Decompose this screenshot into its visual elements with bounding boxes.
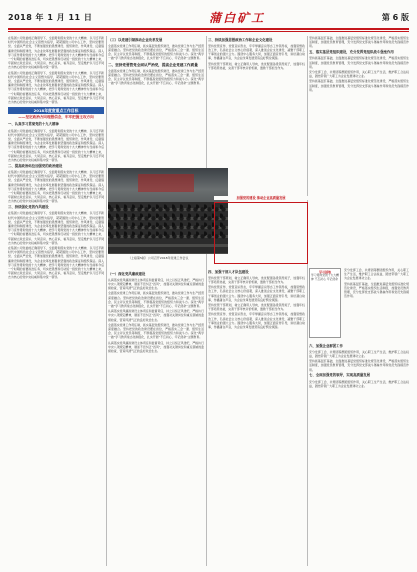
- body-text: 在集团公司党委的正确领导下，全面贯彻落实党的十九大精神，以习近平新时代中国特色社会主义思想为指导，紧紧围绕公司中心工作，坚持党要管党、全面从严治党，不断加强党的思想建设、组织建设、作风建设、反腐倡廉建设和制度建设，为企业改革发展提供坚强的政治保证和组织保证。深入学习宣传贯彻党的十九大精神，把学习贯彻党的十九大精神作为当前和今后一个时期的首要政治任务，切实把思想和行动统一到党的十九大精神上来，牢固树立政治意识、大局意识、核心意识、看齐意识，坚定维护以习近平同志为核心的党中央权威和集中统一领导。: [8, 246, 104, 280]
- section-heading: 六、加强企业群团工作: [309, 343, 343, 348]
- body-text: 坚持抓基层打基础，全面推进基层党组织标准化规范化建设，严格落实组织生活制度，加强党员教育管理，充分发挥党支部战斗堡垒作用和党员先锋模范作用。: [344, 281, 409, 299]
- body-text: 充分发挥工会、共青团等群团组织作用，关心职工生产生活，维护职工合法权益，团结带领广大职工为企业发展建功立业。: [309, 349, 409, 358]
- page-header: [8, 6, 409, 28]
- body-text: 坚持抓基层打基础，全面推进基层党组织标准化规范化建设，严格落实组织生活制度，加强党员教育管理，充分发挥党支部战斗堡垒作用和党员先锋模范作用。: [309, 359, 409, 372]
- body-text: 坚持抓基层打基础，全面推进基层党组织标准化规范化建设，严格落实组织生活制度，加强党员教育管理，充分发挥党支部战斗堡垒作用和党员先锋模范作用。: [309, 56, 409, 69]
- body-text: 坚持党管干部原则，树立正确用人导向，选优配强各级领导班子，加强年轻干部培养选拔，完善干部考核评价机制，激励干部担当作为。: [208, 61, 305, 70]
- stage-banner: [138, 174, 194, 192]
- article-column-1: [8, 36, 104, 566]
- audience-heads: [108, 204, 228, 240]
- framed-box: [214, 202, 308, 264]
- article-column-3-bottom: [208, 268, 305, 566]
- article-column-2-top: [108, 36, 204, 162]
- body-text: 充分发挥工会、共青团等群团组织作用，关心职工生产生活，维护职工合法权益，团结带领广大职工为企业发展建功立业。: [309, 70, 409, 79]
- article-column-2-bottom: [108, 270, 204, 566]
- section-heading: 二、坚持党要管党全面从严治党，提高企业党建工作质量: [108, 62, 198, 67]
- body-text: 坚持党管宣传、党管意识形态，牢牢掌握意识形态工作领导权，加强思想政治工作，弘扬社会主义核心价值观，深入推进企业文化建设，凝聚干部职工干事创业的强大合力。围绕中心服务大局，加强正面宣传引导，讲好蒲白故事，传播蒲白声音，为企业改革发展营造良好舆论氛围。: [208, 312, 305, 330]
- study-corner-box: [309, 268, 341, 338]
- article-column-4-bottom: [309, 342, 409, 566]
- section-heading: 一、认真学习贯彻党的十九大精神: [8, 122, 59, 127]
- body-text: 坚持党管干部原则，树立正确用人导向，选优配强各级领导班子，加强年轻干部培养选拔，完善干部考核评价机制，激励干部担当作为。: [208, 275, 305, 284]
- article-column-4-top: [309, 36, 409, 266]
- body-text: 坚持抓基层打基础，全面推进基层党组织标准化规范化建设，严格落实组织生活制度，加强党员教育管理，充分发挥党支部战斗堡垒作用和党员先锋模范作用。: [309, 36, 409, 49]
- newspaper-logo: 蒲白矿工: [209, 10, 266, 25]
- body-text: 在集团公司党委的正确领导下，全面贯彻落实党的十九大精神，以习近平新时代中国特色社会主义思想为指导，紧紧围绕公司中心工作，坚持党要管党、全面从严治党，不断加强党的思想建设、组织建设、作风建设、反腐倡廉建设和制度建设，为企业改革发展提供坚强的政治保证和组织保证。深入学习宣传贯彻党的十九大精神，把学习贯彻党的十九大精神作为当前和今后一个时期的首要政治任务，切实把思想和行动统一到党的十九大精神上来，牢固树立政治意识、大局意识、核心意识、看齐意识，坚定维护以习近平同志为核心的党中央权威和集中统一领导。: [8, 211, 104, 245]
- section-heading: 七、全面加强党的领导，实现高质量发展: [309, 373, 371, 378]
- column-divider: [307, 36, 308, 566]
- section-subbanner: ——坚定政治方向理想信念，牢牢把握主攻方向: [18, 115, 94, 120]
- body-text: 在集团公司党委的正确领导下，全面贯彻落实党的十九大精神，以习近平新时代中国特色社会主义思想为指导，紧紧围绕公司中心工作，坚持党要管党、全面从严治党，不断加强党的思想建设、组织建设、作风建设、反腐倡廉建设和制度建设，为企业改革发展提供坚强的政治保证和组织保证。深入学习宣传贯彻党的十九大精神，把学习贯彻党的十九大精神作为当前和今后一个时期的首要政治任务，切实把思想和行动统一到党的十九大精神上来，牢固树立政治意识、大局意识、核心意识、看齐意识，坚定维护以习近平同志为核心的党中央权威和集中统一领导。: [8, 169, 104, 204]
- body-text: 充分发挥工会、共青团等群团组织作用，关心职工生产生活，维护职工合法权益，团结带领广大职工为企业发展建功立业。: [309, 379, 409, 388]
- body-text: 在集团公司党委的正确领导下，全面贯彻落实党的十九大精神，以习近平新时代中国特色社会主义思想为指导，紧紧围绕公司中心工作，坚持党要管党、全面从严治党，不断加强党的思想建设、组织建设、作风建设、反腐倡廉建设和制度建设，为企业改革发展提供坚强的政治保证和组织保证。深入学习宣传贯彻党的十九大精神，把学习贯彻党的十九大精神作为当前和今后一个时期的首要政治任务，切实把思想和行动统一到党的十九大精神上来，牢固树立政治意识、大局意识、核心意识、看齐意识，坚定维护以习近平同志为核心的党中央权威和集中统一领导。: [8, 70, 104, 105]
- body-text: 全面落实党建工作责任制，抓实基层党组织建设，推动党建工作与生产经营深度融合。坚持把党的政治建设摆在首位，严格落实三会一课、组织生活会、民主评议党员等制度，不断提高党组织的组织力和战斗力。深化“两学一做”学习教育常态化制度化，扎实开展“不忘初心、牢记使命”主题教育。: [108, 43, 204, 61]
- section-heading: 五、落实基层党组织建设，充分发挥党组织战斗堡垒作用: [309, 50, 394, 55]
- framed-box-title: 加强党的建设 推动企业高质量发展: [214, 196, 308, 200]
- body-text: 坚持抓基层打基础，全面推进基层党组织标准化规范化建设，严格落实组织生活制度，加强党员教育管理，充分发挥党支部战斗堡垒作用和党员先锋模范作用。: [309, 79, 409, 92]
- box-title: 学习园地: [318, 270, 331, 274]
- body-text: 认真落实党风廉政建设主体责任和监督责任，持之以恒正风肃纪，严格执行中央八项规定精神，驰而不息纠正“四风”，加强对关键岗位和重点领域的监督检查，营造风清气正的良好政治生态。: [108, 340, 204, 354]
- page-number: 第 6 版: [381, 12, 409, 22]
- body-text: 在集团公司党委的正确领导下，全面贯彻落实党的十九大精神，以习近平新时代中国特色社会主义思想为指导，紧紧围绕公司中心工作，坚持党要管党、全面从严治党，不断加强党的思想建设、组织建设、作风建设、反腐倡廉建设和制度建设，为企业改革发展提供坚强的政治保证和组织保证。深入学习宣传贯彻党的十九大精神，把学习贯彻党的十九大精神作为当前和今后一个时期的首要政治任务，切实把思想和行动统一到党的十九大精神上来，牢固树立政治意识、大局意识、核心意识、看齐意识，坚定维护以习近平同志为核心的党中央权威和集中统一领导。: [8, 36, 104, 70]
- section-heading: （一）深化党风廉政建设: [108, 271, 146, 276]
- body-text: 坚持党管干部原则，树立正确用人导向，选优配强各级领导班子，加强年轻干部培养选拔，完善干部考核评价机制，激励干部担当作为。: [208, 303, 305, 312]
- body-text: 坚持党管宣传、党管意识形态，牢牢掌握意识形态工作领导权，加强思想政治工作，弘扬社会主义核心价值观，深入推进企业文化建设，凝聚干部职工干事创业的强大合力。围绕中心服务大局，加强正面宣传引导，讲好蒲白故事，传播蒲白声音，为企业改革发展营造良好舆论氛围。: [208, 43, 305, 61]
- section-banner: 2018年度度重点工作目标: [8, 107, 104, 114]
- body-text: 充分发挥工会、共青团等群团组织作用，关心职工生产生活，维护职工合法权益，团结带领广大职工为企业发展建功立业。: [344, 268, 409, 281]
- body-text: 认真落实党风廉政建设主体责任和监督责任，持之以恒正风肃纪，严格执行中央八项规定精神，驰而不息纠正“四风”，加强对关键岗位和重点领域的监督检查，营造风清气正的良好政治生态。: [108, 277, 204, 291]
- body-text: 坚持党管宣传、党管意识形态，牢牢掌握意识形态工作领导权，加强思想政治工作，弘扬社会主义核心价值观，深入推进企业文化建设，凝聚干部职工干事创业的强大合力。围绕中心服务大局，加强正面宣传引导，讲好蒲白故事，传播蒲白声音，为企业改革发展营造良好舆论氛围。: [208, 285, 305, 302]
- body-text: 全面落实党建工作责任制，抓实基层党组织建设，推动党建工作与生产经营深度融合。坚持把党的政治建设摆在首位，严格落实三会一课、组织生活会、民主评议党员等制度，不断提高党组织的组织力和战斗力。深化“两学一做”学习教育常态化制度化，扎实开展“不忘初心、牢记使命”主题教育。: [108, 68, 204, 86]
- body-text: 全面落实党建工作责任制，抓实基层党组织建设，推动党建工作与生产经营深度融合。坚持把党的政治建设摆在首位，严格落实三会一课、组织生活会、民主评议党员等制度，不断提高党组织的组织力和战斗力。深化“两学一做”学习教育常态化制度化，扎实开展“不忘初心、牢记使命”主题教育。: [108, 291, 204, 309]
- header-rule-thin: [8, 31, 409, 32]
- header-rule: [8, 28, 409, 30]
- body-text: 在集团公司党委的正确领导下，全面贯彻落实党的十九大精神，以习近平新时代中国特色社会主义思想为指导，紧紧围绕公司中心工作，坚持党要管党、全面从严治党，不断加强党的思想建设、组织建设、作风建设、反腐倡廉建设和制度建设，为企业改革发展提供坚强的政治保证和组织保证。深入学习宣传贯彻党的十九大精神，把学习贯彻党的十九大精神作为当前和今后一个时期的首要政治任务，切实把思想和行动统一到党的十九大精神上来，牢固树立政治意识、大局意识、核心意识、看齐意识，坚定维护以习近平同志为核心的党中央权威和集中统一领导。: [8, 128, 104, 162]
- column-divider: [106, 36, 107, 566]
- section-heading: 三、持续强化党的作风建设: [8, 205, 49, 210]
- body-text: 认真落实党风廉政建设主体责任和监督责任，持之以恒正风肃纪，严格执行中央八项规定精神，驰而不息纠正“四风”，加强对关键岗位和重点领域的监督检查，营造风清气正的良好政治生态。: [108, 309, 204, 322]
- section-heading: 三、持续加强思想政治工作和企业文化建设: [208, 37, 273, 42]
- box-body: 学习贯彻党的十九大精神 不忘初心 牢记使命: [311, 273, 339, 281]
- section-heading: （三）以党建引领推动企业改革发展: [108, 37, 163, 42]
- article-column-4-side: [344, 268, 409, 338]
- body-text: 全面落实党建工作责任制，抓实基层党组织建设，推动党建工作与生产经营深度融合。坚持把党的政治建设摆在首位，严格落实三会一课、组织生活会、民主评议党员等制度，不断提高党组织的组织力和战斗力。深化“两学一做”学习教育常态化制度化，扎实开展“不忘初心、牢记使命”主题教育。: [108, 322, 204, 340]
- issue-date: 2018 年 1 月 11 日: [8, 12, 93, 22]
- section-heading: 四、加强干部人才队伍建设: [208, 269, 249, 274]
- column-divider: [206, 36, 207, 566]
- section-heading: 二、提高政治站位加强党的政治建设: [8, 163, 63, 168]
- photo-caption: （上接第5版）公司召开2018年党建工作会议: [128, 256, 189, 260]
- article-column-3-top: [208, 36, 305, 192]
